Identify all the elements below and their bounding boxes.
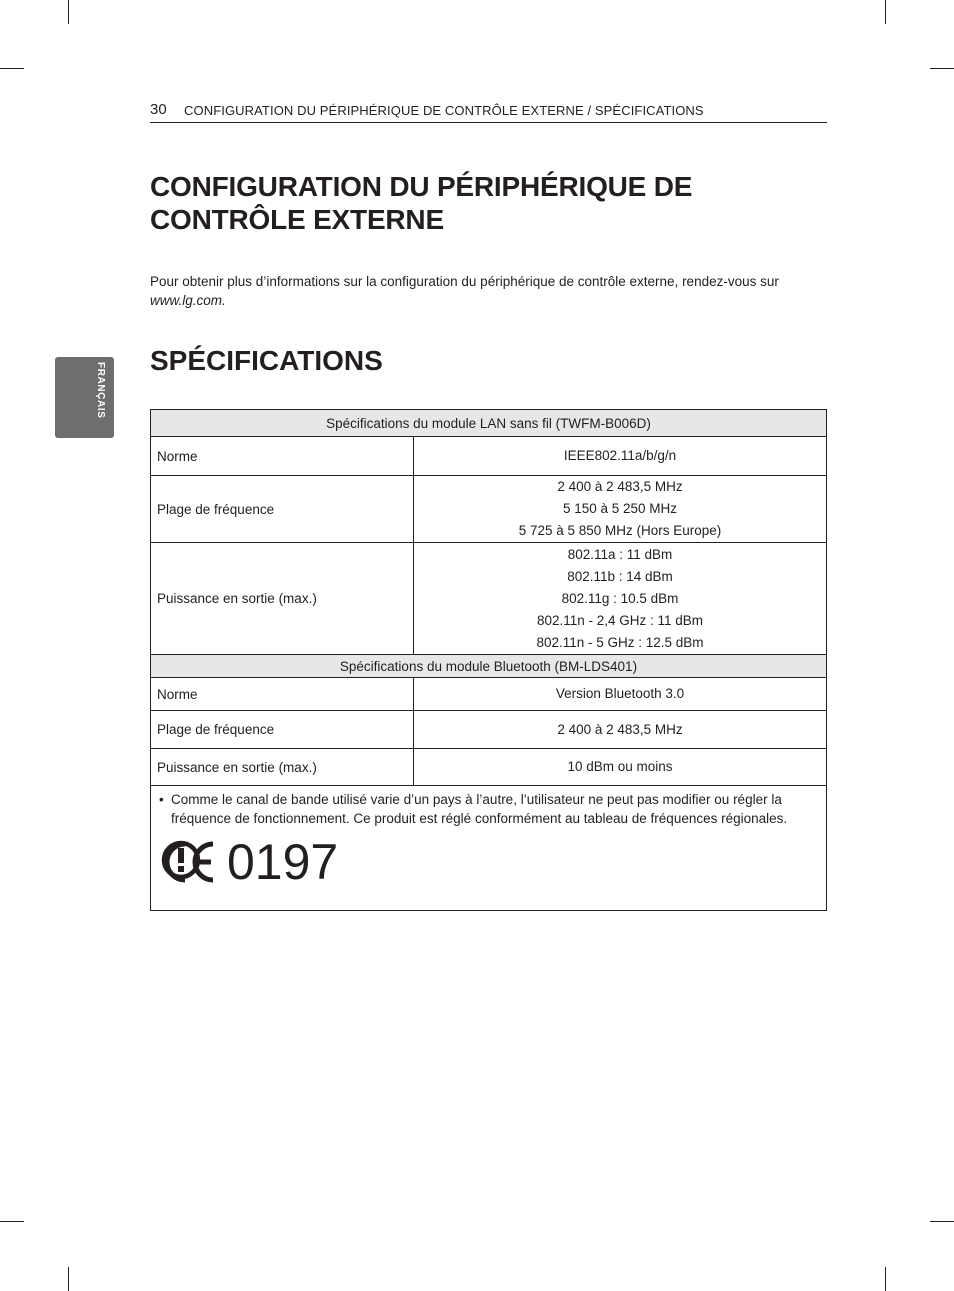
table-row [151,543,827,655]
row-label: Puissance en sortie (max.) [151,543,414,655]
row-label: Plage de fréquence [151,711,414,749]
note-cell [151,786,827,911]
value-line: 10 dBm ou moins [567,759,673,774]
running-header [150,101,827,123]
value-line: 5 150 à 5 250 MHz [562,501,678,516]
crop-mark [68,1267,69,1291]
value-line: 802.11b : 14 dBm [567,568,673,584]
table-row [151,655,827,678]
value-line: IEEE802.11a/b/g/n [563,448,677,463]
row-value [414,543,827,655]
value-line: 802.11a : 11 dBm [567,546,673,562]
value-line: 802.11n - 2,4 GHz : 11 dBm [536,612,704,628]
table-row [151,476,827,543]
crop-mark [0,1221,24,1222]
section-title-configuration: CONFIGURATION DU PÉRIPHÉRIQUE DE CONTRÔLE EXTERNE [150,171,693,235]
value-line: 2 400 à 2 483,5 MHz [557,721,683,737]
row-value [414,749,827,786]
row-value [414,437,827,476]
row-label: Norme [151,678,414,711]
row-label: Puissance en sortie (max.) [151,749,414,786]
value-line: 5 725 à 5 850 MHz (Hors Europe) [518,523,722,538]
intro-text: Pour obtenir plus d’informations sur la configuration du périphérique de contrôle externe, rendez-vous sur [150,274,779,289]
lan-module-heading: Spécifications du module LAN sans fil (TWFM-B006D) [151,410,827,437]
intro-paragraph [150,272,827,310]
table-row [151,437,827,476]
crop-mark [930,68,954,69]
row-label: Plage de fréquence [151,476,414,543]
table-row [151,711,827,749]
crop-mark [68,0,69,24]
row-value [414,711,827,749]
note-line-1: Comme le canal de bande utilisé varie d’un pays à l’autre, l’utilisateur ne peut pas modifier ou régler la [171,792,782,807]
value-line: Version Bluetooth 3.0 [555,686,685,701]
note-text [157,790,820,828]
section-title-specifications: SPÉCIFICATIONS [150,345,383,376]
note-line-2: fréquence de fonctionnement. Ce produit est réglé conformément au tableau de fréquences régionales. [171,811,788,826]
intro-url: www.lg.com. [150,293,226,308]
running-title: CONFIGURATION DU PÉRIPHÉRIQUE DE CONTRÔLE EXTERNE / SPÉCIFICATIONS [184,103,704,118]
language-tab-label: FRANÇAIS [95,362,106,419]
table-row [151,786,827,911]
alert-sign-icon [161,840,201,880]
table-row [151,410,827,437]
notified-body-number: 0197 [227,834,339,890]
row-label: Norme [151,437,414,476]
crop-mark [885,0,886,24]
crop-mark [885,1267,886,1291]
language-tab [55,357,114,438]
page-number: 30 [150,101,167,118]
row-value [414,678,827,711]
ce-marking [157,832,820,910]
value-line: 2 400 à 2 483,5 MHz [557,479,683,494]
value-line: 802.11n - 5 GHz : 12.5 dBm [536,634,704,650]
table-row [151,678,827,711]
value-line: 802.11g : 10.5 dBm [561,590,679,606]
bullet: • [159,792,164,807]
specifications-table [150,409,827,911]
table-row [151,749,827,786]
crop-mark [0,68,24,69]
crop-mark [930,1221,954,1222]
row-value [414,476,827,543]
bluetooth-module-heading: Spécifications du module Bluetooth (BM-LDS401) [151,655,827,678]
